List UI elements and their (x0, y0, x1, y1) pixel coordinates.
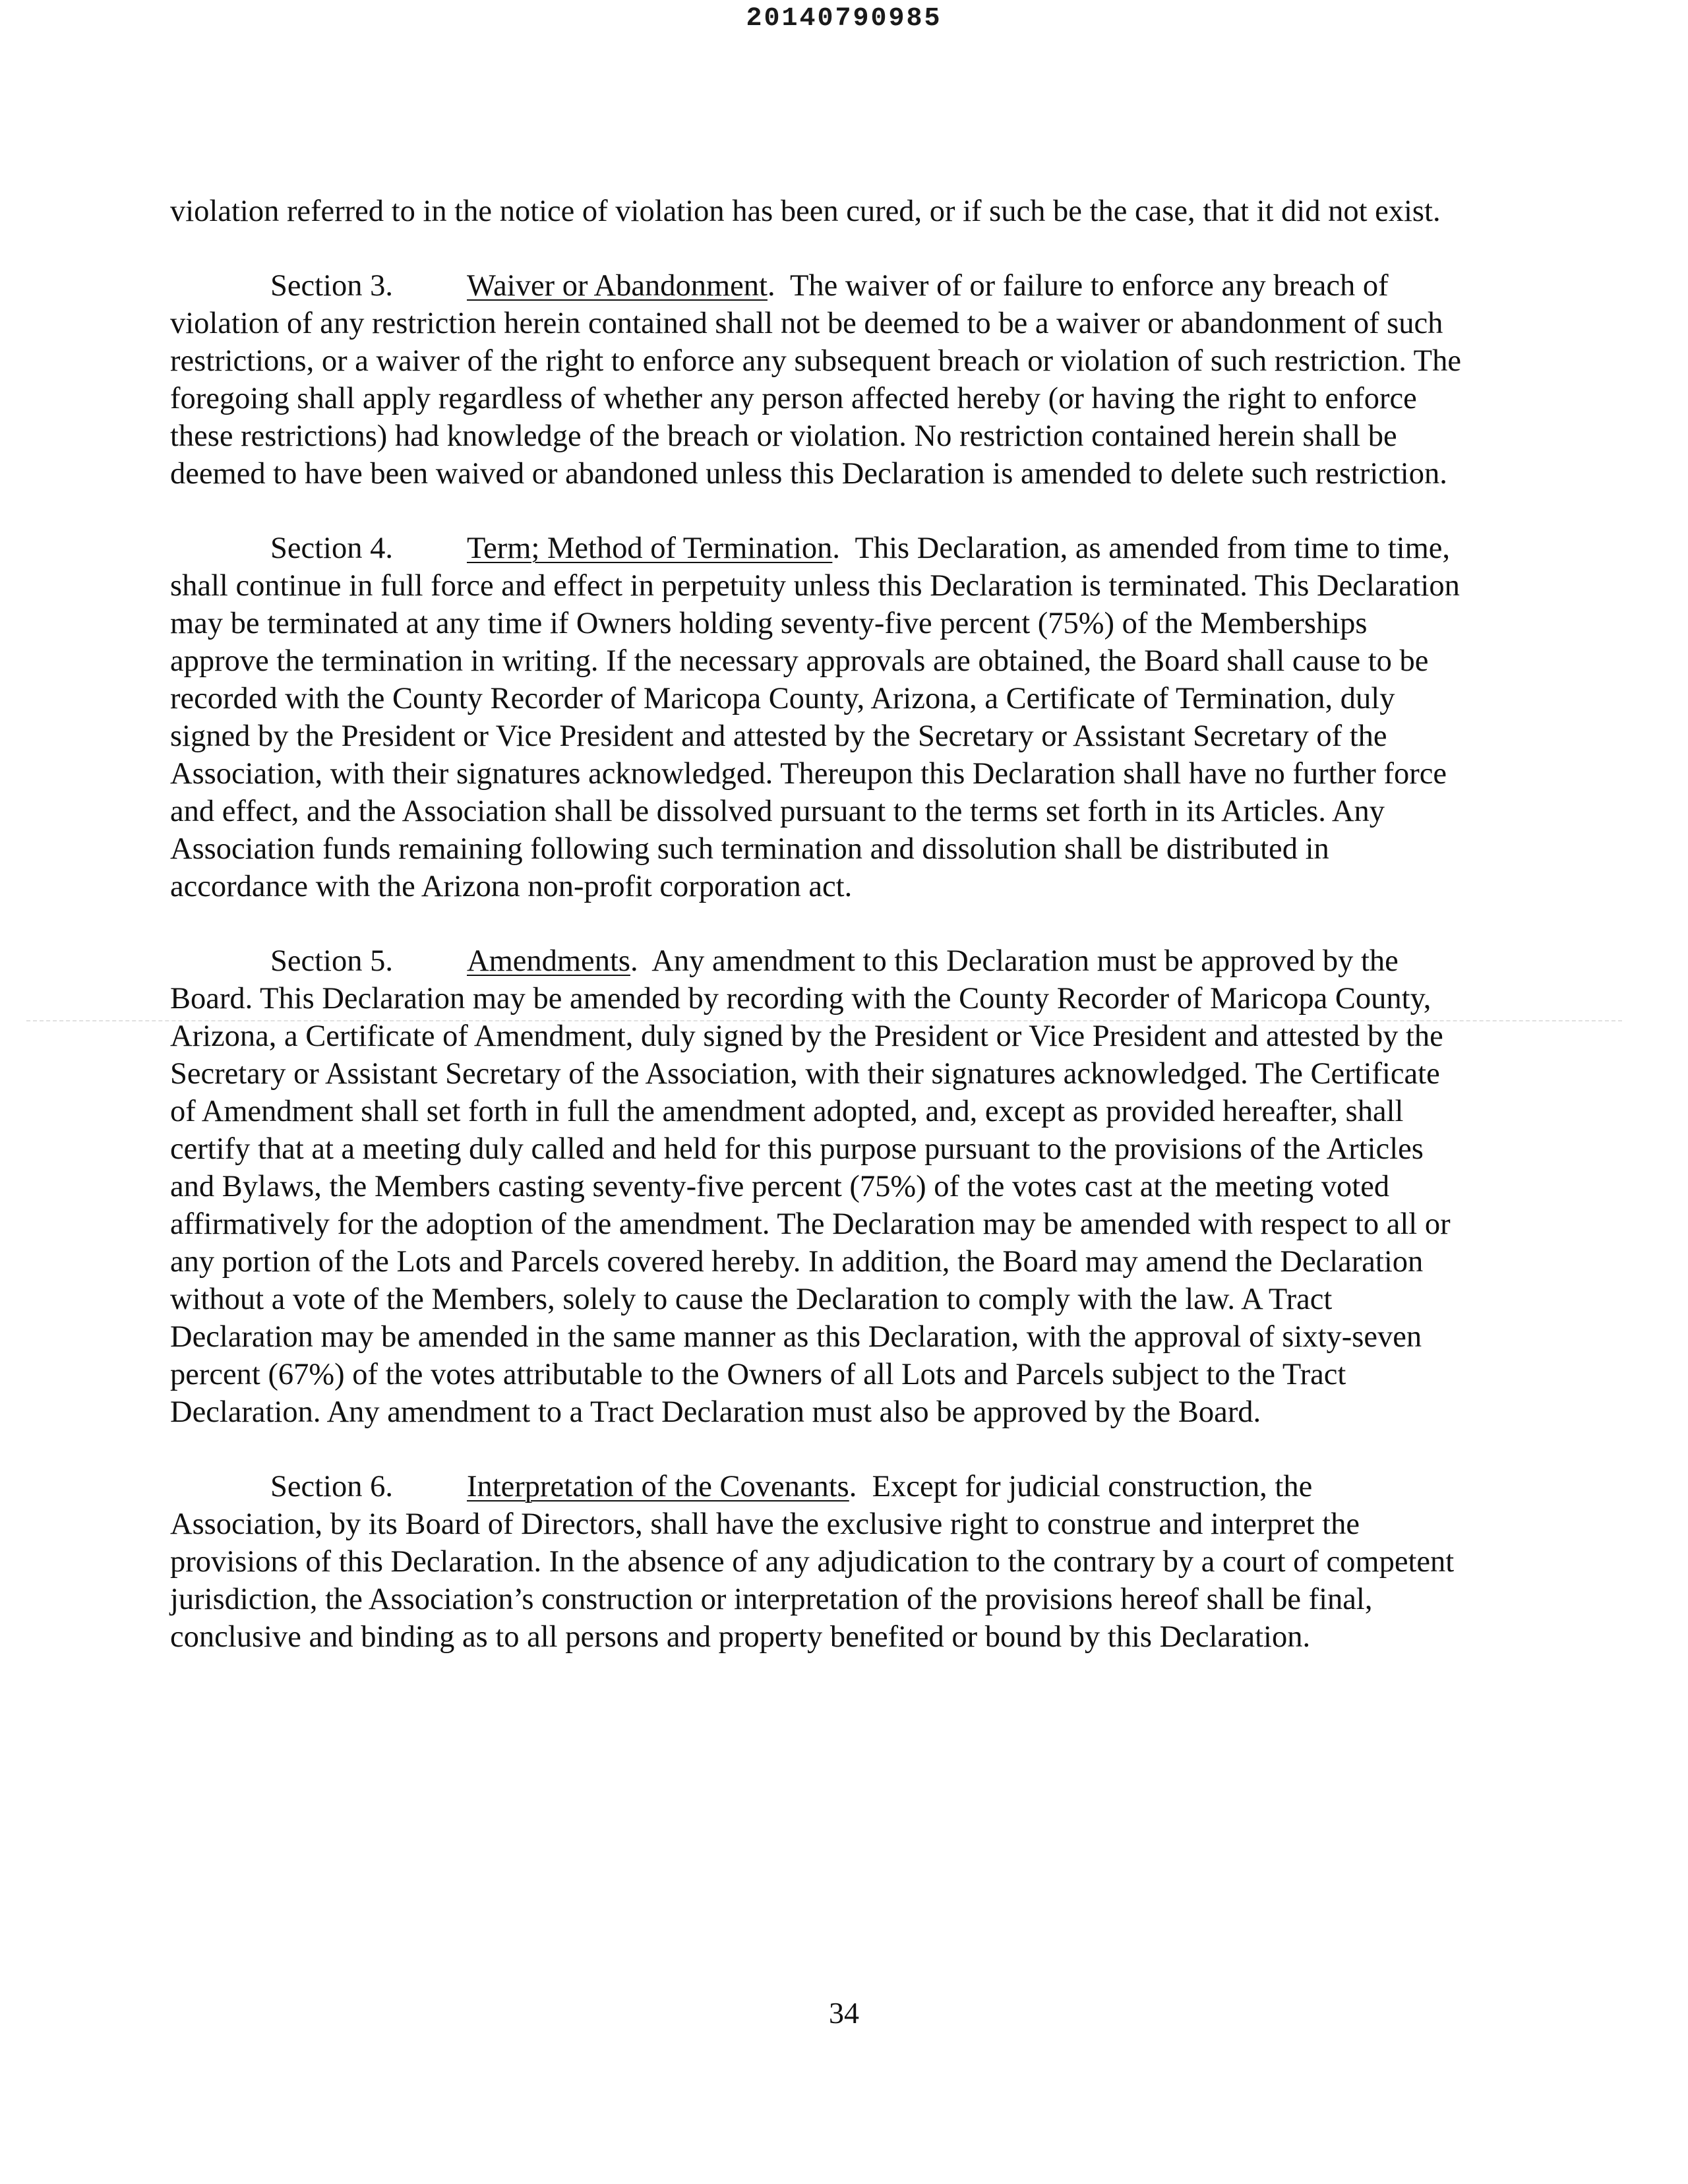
section-4-heading: Term; Method of Termination (467, 531, 833, 565)
section-5-label: Section 5. (270, 944, 393, 978)
section-3-heading: Waiver or Abandonment (467, 269, 768, 303)
section-4-body: This Declaration, as amended from time to time, shall continue in full force and effect in perpetuity unless this Declaration is terminated. This Declaration may be terminated at any time if Owners holding seventy-five percent (75%) of the Memberships approve the termination in writing. If the necessary approvals are obtained, the Board shall cause to be recorded with the County Recorder of Maricopa County, Arizona, a Certificate of Termination, duly signed by the President or Vice President and attested by the Secretary or Assistant Secretary of the Association, with their signatures acknowledged. Thereupon this Declaration shall have no further force and effect, and the Association shall be dissolved pursuant to the terms set forth in its Articles. Any Association funds remaining following such termination and dissolution shall be distributed in accordance with the Arizona non-profit corporation act. (170, 531, 1460, 903)
scan-line-artifact (26, 1020, 1622, 1021)
section-3-paragraph: Section 3. Waiver or Abandonment. The waiver of or failure to enforce any breach of violation of any restriction herein contained shall not be deemed to be a waiver or abandonment of such restrictions, or a waiver of the right to enforce any subsequent breach or violation of such restriction. The foregoing shall apply regardless of whether any person affected hereby (or having the right to enforce these restrictions) had knowledge of the breach or violation. No restriction contained herein shall be deemed to have been waived or abandoned unless this Declaration is amended to delete such restriction. (170, 267, 1461, 493)
section-6-heading: Interpretation of the Covenants (467, 1470, 849, 1503)
section-5-body: Any amendment to this Declaration must be approved by the Board. This Declaration may be amended by recording with the County Recorder of Maricopa County, Arizona, a Certificate of Amendment, duly signed by the President or Vice President and attested by the Secretary or Assistant Secretary of the Association, with their signatures acknowledged. The Certificate of Amendment shall set forth in full the amendment adopted, and, except as provided hereafter, shall certify that at a meeting duly called and held for this purpose pursuant to the provisions of the Articles and Bylaws, the Members casting seventy-five percent (75%) of the votes cast at the meeting voted affirmatively for the adoption of the amendment. The Declaration may be amended with respect to all or any portion of the Lots and Parcels covered hereby. In addition, the Board may amend the Declaration without a vote of the Members, solely to cause the Declaration to comply with the law. A Tract Declaration may be amended in the same manner as this Declaration, with the approval of sixty-seven percent (67%) of the votes attributable to the Owners of all Lots and Parcels subject to the Tract Declaration. Any amendment to a Tract Declaration must also be approved by the Board. (170, 944, 1451, 1429)
section-5-paragraph: Section 5. Amendments. Any amendment to this Declaration must be approved by the Board. This Declaration may be amended by recording with the County Recorder of Maricopa County, Arizona, a Certificate of Amendment, duly signed by the President or Vice President and attested by the Secretary or Assistant Secretary of the Association, with their signatures acknowledged. The Certificate of Amendment shall set forth in full the amendment adopted, and, except as provided hereafter, shall certify that at a meeting duly called and held for this purpose pursuant to the provisions of the Articles and Bylaws, the Members casting seventy-five percent (75%) of the votes cast at the meeting voted affirmatively for the adoption of the amendment. The Declaration may be amended with respect to all or any portion of the Lots and Parcels covered hereby. In addition, the Board may amend the Declaration without a vote of the Members, solely to cause the Declaration to comply with the law. A Tract Declaration may be amended in the same manner as this Declaration, with the approval of sixty-seven percent (67%) of the votes attributable to the Owners of all Lots and Parcels subject to the Tract Declaration. Any amendment to a Tract Declaration must also be approved by the Board. (170, 942, 1461, 1431)
document-number: 20140790985 (746, 4, 942, 34)
section-3-body: The waiver of or failure to enforce any breach of violation of any restriction herein contained shall not be deemed to be a waiver or abandonment of such restrictions, or a waiver of the right to enforce any subsequent breach or violation of such restriction. The foregoing shall apply regardless of whether any person affected hereby (or having the right to enforce these restrictions) had knowledge of the breach or violation. No restriction contained herein shall be deemed to have been waived or abandoned unless this Declaration is amended to delete such restriction. (170, 269, 1461, 491)
section-6-body: Except for judicial construction, the Association, by its Board of Directors, shall have the exclusive right to construe and interpret the provisions of this Declaration. In the absence of any adjudication to the contrary by a court of competent jurisdiction, the Association’s construction or interpretation of the provisions hereof shall be final, conclusive and binding as to all persons and property benefited or bound by this Declaration. (170, 1470, 1455, 1654)
section-6-paragraph: Section 6. Interpretation of the Covenants. Except for judicial construction, the Association, by its Board of Directors, shall have the exclusive right to construe and interpret the provisions of this Declaration. In the absence of any adjudication to the contrary by a court of competent jurisdiction, the Association’s construction or interpretation of the provisions hereof shall be final, conclusive and binding as to all persons and property benefited or bound by this Declaration. (170, 1468, 1461, 1656)
section-4-label: Section 4. (270, 531, 393, 565)
continuation-paragraph: violation referred to in the notice of violation has been cured, or if such be the case, that it did not exist. (170, 195, 1441, 228)
section-5-heading: Amendments (467, 944, 630, 978)
document-body (170, 193, 1461, 1693)
page-number: 34 (829, 1996, 859, 2030)
section-4-paragraph: Section 4. Term; Method of Termination. This Declaration, as amended from time to time, shall continue in full force and effect in perpetuity unless this Declaration is terminated. This Declaration may be terminated at any time if Owners holding seventy-five percent (75%) of the Memberships approve the termination in writing. If the necessary approvals are obtained, the Board shall cause to be recorded with the County Recorder of Maricopa County, Arizona, a Certificate of Termination, duly signed by the President or Vice President and attested by the Secretary or Assistant Secretary of the Association, with their signatures acknowledged. Thereupon this Declaration shall have no further force and effect, and the Association shall be dissolved pursuant to the terms set forth in its Articles. Any Association funds remaining following such termination and dissolution shall be distributed in accordance with the Arizona non-profit corporation act. (170, 530, 1461, 905)
section-3-label: Section 3. (270, 269, 393, 303)
section-6-label: Section 6. (270, 1470, 393, 1503)
